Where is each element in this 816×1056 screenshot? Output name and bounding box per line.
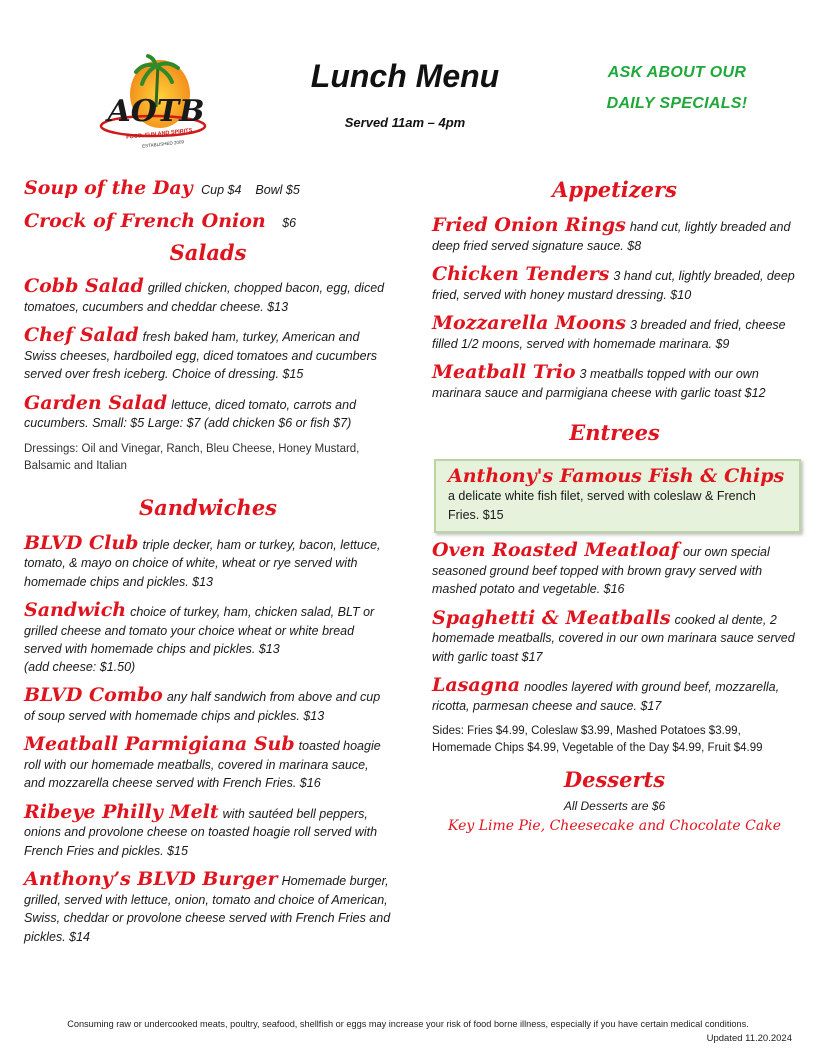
item-name: Spaghetti & Meatballs	[432, 606, 671, 629]
item-name: BLVD Club	[24, 531, 139, 554]
logo-tagline: FOOD, FUN AND SPIRITS	[125, 127, 193, 141]
dressings-note: Dressings: Oil and Vinegar, Ranch, Bleu Cheese, Honey Mustard, Balsamic and Italian	[24, 442, 360, 472]
soup-of-the-day	[24, 177, 392, 200]
menu-item	[432, 263, 797, 304]
item-price: $6	[282, 215, 297, 230]
desserts-list: Key Lime Pie, Cheesecake and Chocolate Cake	[448, 817, 781, 834]
item-desc: grilled chicken, chopped bacon, egg, diced tomatoes, cucumbers and cheddar cheese. $13	[24, 281, 385, 314]
specials-line-1: ASK ABOUT OUR	[607, 64, 747, 81]
item-desc: hand cut, lightly breaded and deep fried served signature sauce. $8	[432, 220, 791, 253]
item-name: Soup of the Day	[24, 177, 193, 199]
item-name: Fried Onion Rings	[432, 214, 626, 236]
section-heading-sandwiches: Sandwiches	[138, 494, 278, 520]
item-desc: any half sandwich from above and cup of soup served with homemade chips and pickles. $13	[24, 690, 381, 723]
item-desc: lettuce, diced tomato, carrots and cucumbers. Small: $5 Large: $7 (add chicken $6 or fish $7)	[24, 397, 357, 430]
sides-note: Sides: Fries $4.99, Coleslaw $3.99, Mashed Potatoes $3.99, Homemade Chips $4.99, Vegetable of the Day $4.99, Fruit $4.99	[432, 725, 763, 754]
item-desc: choice of turkey, ham, chicken salad, BLT or grilled cheese and tomato your choice wheat or white bread served with homemade chips and pickles. $13	[24, 605, 375, 656]
menu-item	[24, 532, 392, 592]
item-desc: 3 hand cut, lightly breaded, deep fried, served with honey mustard dressing. $10	[432, 269, 795, 302]
logo	[98, 52, 210, 152]
crock-of-french-onion	[24, 210, 392, 233]
item-name: Cobb Salad	[24, 275, 144, 297]
item-name: Chicken Tenders	[432, 263, 610, 285]
item-name: Meatball Trio	[432, 361, 576, 383]
menu-item	[24, 392, 392, 433]
menu-item	[432, 539, 797, 599]
item-desc: 3 breaded and fried, cheese filled 1/2 moons, served with homemade marinara. $9	[432, 318, 786, 351]
menu-item	[432, 674, 797, 715]
item-name: Chef Salad	[24, 324, 139, 346]
menu-item	[24, 684, 392, 725]
item-desc: our own special seasoned ground beef topped with brown gravy served with mashed potato and vegetable. $16	[432, 545, 770, 596]
item-desc: toasted hoagie roll with our homemade meatballs, covered in marinara sauce, and mozzarella cheese served with French Fries. $16	[24, 739, 381, 790]
menu-item	[24, 275, 392, 316]
page-title: Lunch Menu	[310, 58, 500, 94]
item-name: Lasagna	[432, 674, 521, 696]
menu-item	[24, 868, 392, 946]
item-desc: triple decker, ham or turkey, bacon, lettuce, tomato, & mayo on choice of white, wheat or rye served with homemade chips and pickles. $13	[24, 537, 381, 589]
menu-item	[432, 312, 797, 353]
item-desc: with sautéed bell peppers, onions and provolone cheese on toasted hoagie roll served with French Fries and pickles. $15	[24, 806, 378, 858]
section-heading-entrees: Entrees	[569, 420, 660, 445]
menu-item	[432, 361, 797, 402]
logo-established: ESTABLISHED 2009	[141, 139, 185, 149]
item-desc: noodles layered with ground beef, mozzarella, ricotta, parmesan cheese and sauce. $17	[432, 680, 780, 713]
left-column	[24, 177, 392, 954]
desserts-note: All Desserts are $6	[563, 799, 666, 813]
item-name: Garden Salad	[24, 391, 168, 414]
item-desc: cooked al dente, 2 homemade meatballs, covered in our own marinara sauce served with garlic toast $17	[432, 612, 795, 664]
item-name: Crock of French Onion	[24, 209, 266, 232]
item-desc: fresh baked ham, turkey, American and Swiss cheeses, hardboiled egg, diced tomatoes and cucumbers served over fresh iceberg. Choice of dressing. $15	[24, 330, 377, 381]
featured-entree-desc: a delicate white fish filet, served with coleslaw & French Fries. $15	[448, 489, 756, 522]
served-hours: Served 11am – 4pm	[344, 115, 466, 130]
item-name: Mozzarella Moons	[432, 312, 626, 334]
item-name: BLVD Combo	[24, 684, 163, 706]
item-name: Ribeye Philly Melt	[24, 800, 219, 823]
right-column	[432, 177, 797, 834]
menu-item	[24, 324, 392, 384]
menu-item	[432, 214, 797, 255]
menu-item	[24, 599, 392, 676]
food-safety-disclaimer: Consuming raw or undercooked meats, poultry, seafood, shellfish or eggs may increase your risk of food borne illness, especially if you have certain medical conditions.	[67, 1019, 749, 1029]
section-heading-appetizers: Appetizers	[552, 177, 677, 202]
item-name: Meatball Parmigiana Sub	[24, 733, 295, 755]
item-desc: 3 meatballs topped with our own marinara sauce and parmigiana cheese with garlic toast $12	[432, 367, 766, 400]
featured-entree-box	[434, 459, 801, 533]
logo-text: AOTB	[107, 94, 205, 129]
item-name: Oven Roasted Meatloaf	[432, 539, 679, 561]
menu-item	[24, 733, 392, 793]
item-extra: (add cheese: $1.50)	[24, 659, 136, 674]
menu-item	[24, 801, 392, 861]
updated-date: Updated 11.20.2024	[706, 1033, 792, 1044]
item-price: Cup $4 Bowl $5	[201, 183, 300, 197]
menu-item	[432, 607, 797, 667]
item-desc: Homemade burger, grilled, served with lettuce, onion, tomato and choice of American, Swiss, cheddar or provolone cheese served with French Fries and pickles. $14	[24, 874, 391, 944]
section-heading-desserts: Desserts	[563, 767, 666, 792]
specials-line-2: DAILY SPECIALS!	[606, 95, 748, 112]
item-name: Anthony’s BLVD Burger	[24, 868, 278, 890]
section-heading-salads: Salads	[169, 240, 247, 265]
featured-entree-name: Anthony's Famous Fish & Chips	[448, 465, 785, 487]
item-name: Sandwich	[24, 599, 127, 621]
